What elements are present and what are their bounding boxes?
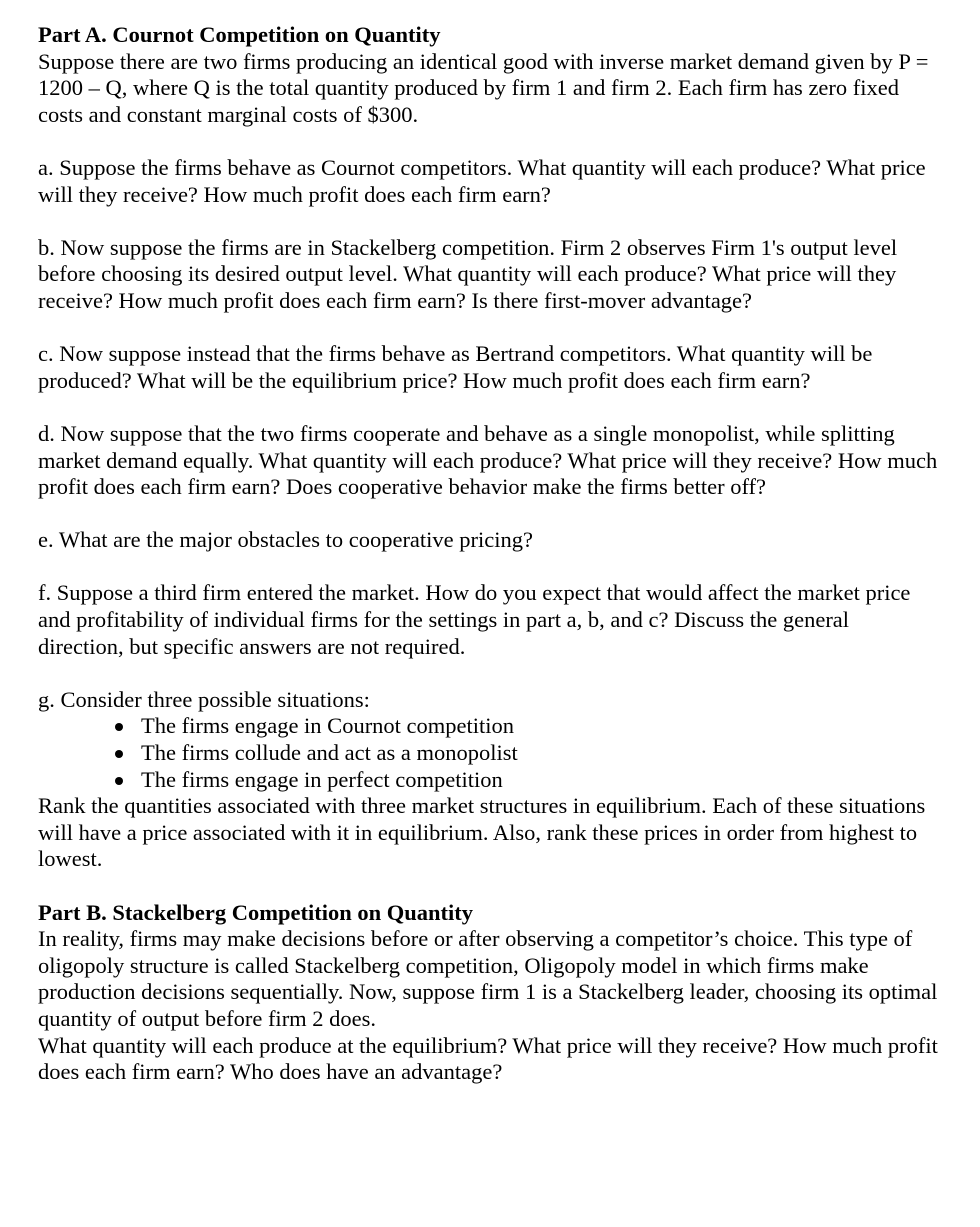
bullet-item	[38, 740, 938, 767]
question-b: b. Now suppose the firms are in Stackelberg competition. Firm 2 observes Firm 1's output level before choosing its desired output level. What quantity will each produce? What price will they receive? How much profit does each firm earn? Is there first-mover advantage?	[38, 234, 898, 313]
question-f: f. Suppose a third firm entered the market. How do you expect that would affect the market price and profitability of individual firms for the settings in part a, b, and c? Discuss the general direction, but specific answers are not required.	[38, 580, 911, 659]
part-a-heading: Part A. Cournot Competition on Quantity	[38, 22, 441, 47]
question-g-outro: Rank the quantities associated with three market structures in equilibrium. Each of these situations will have a price associated with it in equilibrium. Also, rank these prices in order from highest to lowest.	[38, 793, 926, 872]
part-b-heading: Part B. Stackelberg Competition on Quantity	[38, 899, 473, 925]
part-b-intro: In reality, firms may make decisions before or after observing a competitor’s choice. This type of oligopoly structure is called Stackelberg competition, Oligopoly model in which firms make production decisions sequentially. Now, suppose firm 1 is a Stackelberg leader, choosing its optimal quantity of output before firm 2 does.	[38, 926, 938, 1031]
bullet-item	[38, 767, 938, 794]
document-page	[38, 22, 938, 1086]
part-a-intro: Suppose there are two firms producing an identical good with inverse market demand given by P = 1200 – Q, where Q is the total quantity produced by firm 1 and firm 2. Each firm has zero fixed costs and constant marginal costs of $300.	[38, 48, 929, 127]
question-c: c. Now suppose instead that the firms behave as Bertrand competitors. What quantity will be produced? What will be the equilibrium price? How much profit does each firm earn?	[38, 341, 873, 393]
bullet-dot-icon	[115, 777, 123, 785]
question-g-bullet-list	[38, 713, 938, 793]
bullet-text: The firms engage in Cournot competition	[141, 713, 515, 739]
bullet-dot-icon	[115, 750, 123, 758]
question-e: e. What are the major obstacles to cooperative pricing?	[38, 527, 533, 553]
part-b-question: What quantity will each produce at the equilibrium? What price will they receive? How much profit does each firm earn? Who does have an advantage?	[38, 1032, 938, 1085]
bullet-text: The firms engage in perfect competition	[141, 766, 503, 792]
bullet-item	[38, 713, 938, 740]
question-g-intro: g. Consider three possible situations:	[38, 686, 370, 712]
question-d: d. Now suppose that the two firms cooperate and behave as a single monopolist, while splitting market demand equally. What quantity will each produce? What price will they receive? How much profit does each firm earn? Does cooperative behavior make the firms better off?	[38, 420, 938, 500]
bullet-dot-icon	[115, 723, 123, 731]
question-a: a. Suppose the firms behave as Cournot competitors. What quantity will each produce? What price will they receive? How much profit does each firm earn?	[38, 154, 926, 207]
bullet-text: The firms collude and act as a monopolist	[141, 740, 518, 766]
